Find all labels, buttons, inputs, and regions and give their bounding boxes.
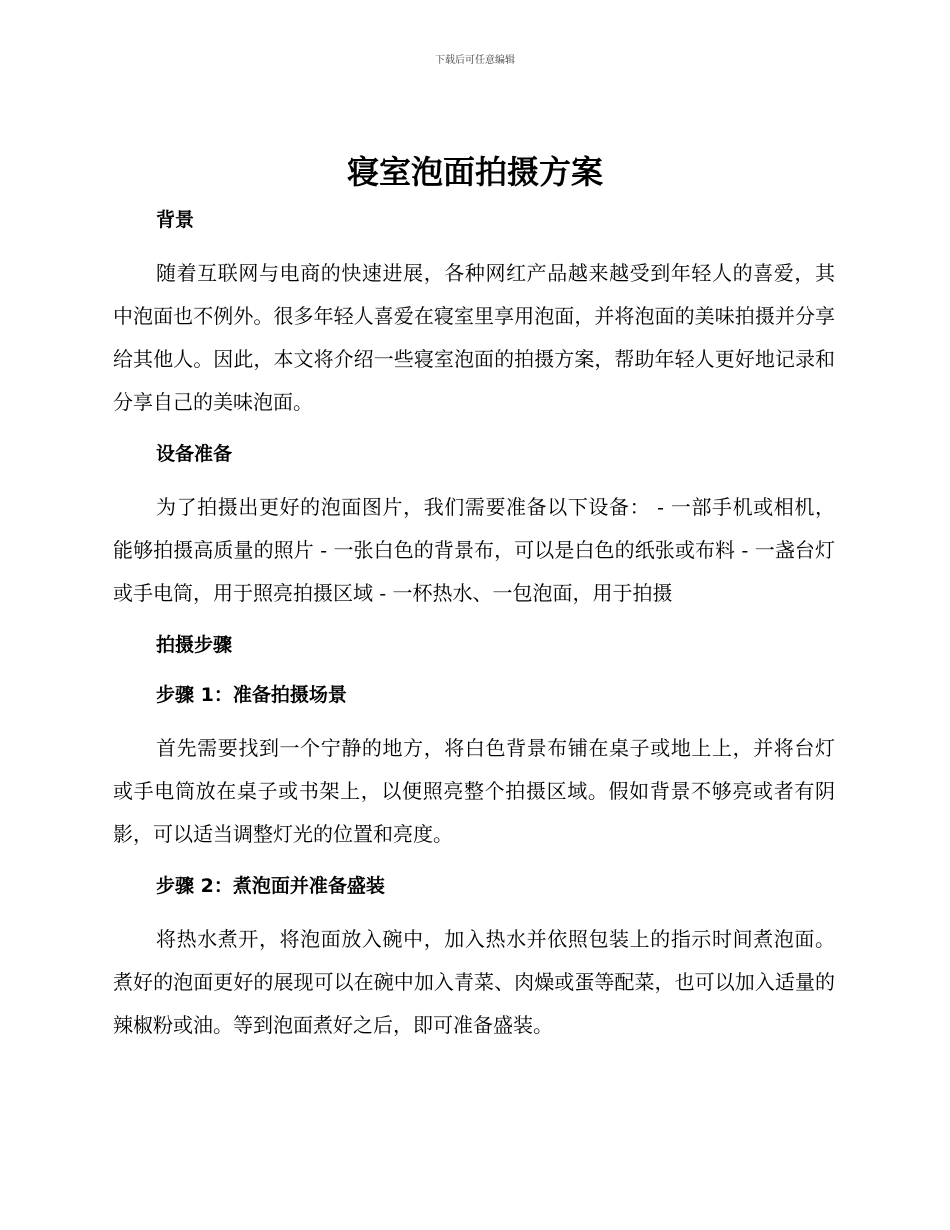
- paragraph-background: 随着互联网与电商的快速进展，各种网红产品越来越受到年轻人的喜爱，其中泡面也不例外。很多年轻人喜爱在寝室里享用泡面，并将泡面的美味拍摄并分享给其他人。因此，本文将介绍一些寝室泡面的拍摄方案，帮助年轻人更好地记录和分享自己的美味泡面。: [113, 261, 835, 414]
- document-title: 寝室泡面拍摄方案: [346, 153, 603, 191]
- section-heading-equipment: 设备准备: [156, 443, 233, 465]
- document-body: [113, 200, 835, 1047]
- section-heading-steps: 拍摄步骤: [156, 634, 233, 656]
- paragraph-step-1: 首先需要找到一个宁静的地方，将白色背景布铺在桌子或地上上，并将台灯或手电筒放在桌子或书架上，以便照亮整个拍摄区域。假如背景不够亮或者有阴影，可以适当调整灯光的位置和亮度。: [113, 736, 835, 846]
- paragraph-equipment: 为了拍摄出更好的泡面图片，我们需要准备以下设备： - 一部手机或相机，能够拍摄高质量的照片 - 一张白色的背景布，可以是白色的纸张或布料 - 一盏台灯或手电筒，用于照亮拍摄区域 - 一杯热水、一包泡面，用于拍摄: [113, 495, 835, 605]
- step-heading-1: 步骤 1：准备拍摄场景: [156, 684, 347, 706]
- paragraph-step-2: 将热水煮开，将泡面放入碗中，加入热水并依照包装上的指示时间煮泡面。煮好的泡面更好的展现可以在碗中加入青菜、肉燥或蛋等配菜，也可以加入适量的辣椒粉或油。等到泡面煮好之后，即可准备盛装。: [113, 927, 835, 1037]
- section-heading-background: 背景: [156, 209, 195, 231]
- step-heading-2: 步骤 2：煮泡面并准备盛装: [156, 875, 385, 897]
- page-header-note: 下载后可任意编辑: [435, 55, 515, 66]
